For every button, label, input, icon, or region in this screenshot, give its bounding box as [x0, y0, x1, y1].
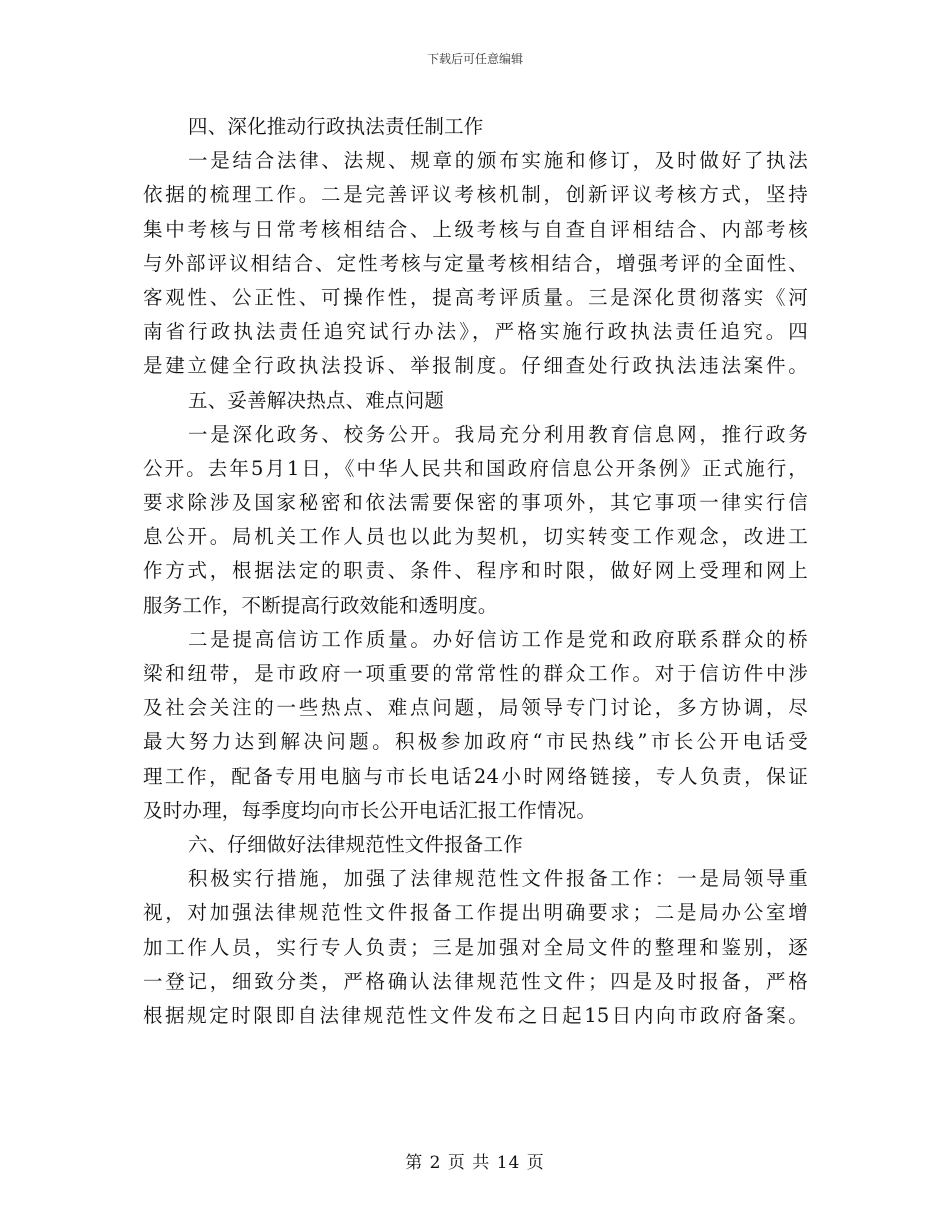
text-line: 四、深化推动行政执法责任制工作: [188, 115, 484, 138]
text-line: 及社会关注的一些热点、难点问题，局领导专门讨论，多方协调，尽: [143, 696, 808, 720]
text-line: 公开。去年5月1日，《中华人民共和国政府信息公开条例》正式施行，: [143, 456, 808, 480]
text-line: 二是提高信访工作质量。办好信访工作是党和政府联系群众的桥: [188, 627, 808, 651]
text-line: 集中考核与日常考核相结合、上级考核与自查自评相结合、内部考核: [143, 217, 808, 241]
text-line: 六、仔细做好法律规范性文件报备工作: [188, 832, 523, 856]
text-line: 根据规定时限即自法律规范性文件发布之日起15日内向市政府备案。: [143, 1003, 808, 1027]
text-line: 要求除涉及国家秘密和依法需要保密的事项外，其它事项一律实行信: [143, 491, 808, 515]
text-line: 梁和纽带，是市政府一项重要的常常性的群众工作。对于信访件中涉: [143, 662, 808, 685]
page-header: 下载后可任意编辑: [426, 52, 523, 66]
text-line: 积极实行措施，加强了法律规范性文件报备工作：一是局领导重: [188, 867, 808, 891]
text-line: 理工作，配备专用电脑与市长电话24小时网络链接，专人负责，保证: [143, 764, 808, 788]
text-line: 一是深化政务、校务公开。我局充分利用教育信息网，推行政务: [188, 422, 808, 446]
text-line: 最大努力达到解决问题。积极参加政府“市民热线”市长公开电话受: [143, 730, 808, 754]
text-line: 南省行政执法责任追究试行办法》，严格实施行政执法责任追究。四: [143, 320, 808, 344]
text-line: 息公开。局机关工作人员也以此为契机，切实转变工作观念，改进工: [143, 525, 808, 549]
text-line: 加工作人员，实行专人负责；三是加强对全局文件的整理和鉴别，逐: [143, 935, 808, 959]
text-line: 服务工作，不断提高行政效能和透明度。: [143, 593, 498, 617]
document-body: [143, 110, 808, 1033]
text-line: 与外部评议相结合、定性考核与定量考核相结合，增强考评的全面性、: [143, 251, 808, 275]
text-line: 及时办理，每季度均向市长公开电话汇报工作情况。: [143, 798, 597, 822]
text-line: 依据的梳理工作。二是完善评议考核机制，创新评议考核方式，坚持: [143, 183, 808, 207]
text-line: 是建立健全行政执法投诉、举报制度。仔细查处行政执法违法案件。: [143, 354, 808, 378]
text-line: 一登记，细致分类，严格确认法律规范性文件；四是及时报备，严格: [143, 969, 808, 993]
text-line: 作方式，根据法定的职责、条件、程序和时限，做好网上受理和网上: [143, 559, 808, 583]
text-line: 五、妥善解决热点、难点问题: [188, 388, 445, 412]
text-line: 视，对加强法律规范性文件报备工作提出明确要求；二是局办公室增: [143, 901, 808, 925]
page-number: 第 2 页 共 14 页: [405, 1153, 545, 1173]
text-line: 一是结合法律、法规、规章的颁布实施和修订，及时做好了执法: [188, 149, 808, 173]
text-line: 客观性、公正性、可操作性，提高考评质量。三是深化贯彻落实《河: [143, 285, 808, 309]
